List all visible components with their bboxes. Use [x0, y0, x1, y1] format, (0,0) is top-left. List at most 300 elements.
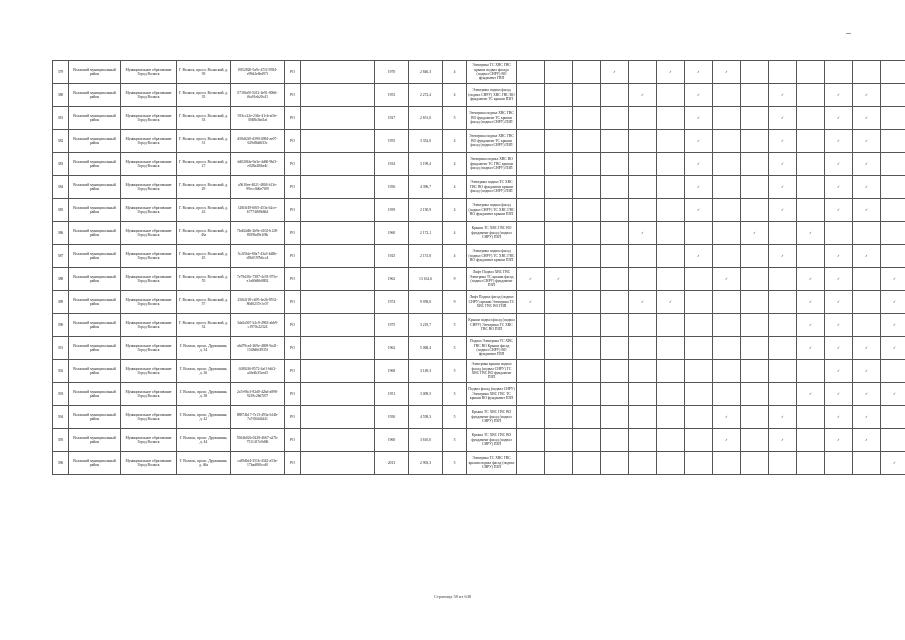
work-types-cell: Электрика подвал ХВС ГВС ВО фундамент ТС крыши фасад (подвал СНРУ) ПЗП — [467, 107, 517, 130]
work-check-cell — [741, 199, 769, 222]
work-check-cell — [797, 268, 825, 291]
year-cell: 1974 — [375, 291, 409, 314]
house-id-cell: 7bdf2d46-2b9e-4102-b128-8019bd9e1f8b — [231, 222, 285, 245]
house-id-cell: 0718fa9f-5412-4e91-80b6-f6a91eb20c41 — [231, 84, 285, 107]
work-check-cell — [657, 337, 685, 360]
district-cell: Волжский муниципальный район — [69, 406, 121, 429]
scan-mark — [846, 33, 851, 34]
work-check-cell — [573, 291, 601, 314]
address-cell: Г. Волжск, просп. Дружинина, д. 34 — [177, 337, 231, 360]
area-cell: 9 058,0 — [409, 291, 443, 314]
row-number: 382 — [53, 130, 69, 153]
checkmark-icon: ✓ — [808, 276, 813, 281]
area-cell: 2 272,4 — [409, 84, 443, 107]
floors-cell: 4 — [443, 153, 467, 176]
work-check-cell — [685, 452, 713, 475]
work-check-cell — [769, 130, 797, 153]
type-cell: РО — [285, 314, 301, 337]
work-check-cell — [685, 107, 713, 130]
house-id-cell: 5564b02b-0228-4667-a27b-7511417e0d06 — [231, 429, 285, 452]
work-check-cell — [629, 360, 657, 383]
blank-cell — [301, 314, 375, 337]
address-cell: Г. Волжск, просп. Волжский, д. 43 — [177, 199, 231, 222]
type-cell: РО — [285, 406, 301, 429]
house-id-cell: 25f62f18-cb95-4e2b-8532-80d0237e1c07 — [231, 291, 285, 314]
blank-cell — [301, 199, 375, 222]
work-check-cell — [741, 429, 769, 452]
work-check-cell — [797, 61, 825, 84]
address-cell: Г. Волжск, просп. Волжский, д. 29 — [177, 176, 231, 199]
area-cell: 3 610,0 — [409, 429, 443, 452]
work-check-cell — [629, 199, 657, 222]
year-cell: 1975 — [375, 314, 409, 337]
work-check-cell — [853, 222, 881, 245]
work-check-cell — [517, 61, 545, 84]
area-cell: 3 352,0 — [409, 130, 443, 153]
checkmark-icon: ✓ — [836, 115, 841, 120]
district-cell: Волжский муниципальный район — [69, 383, 121, 406]
address-cell: Г. Волжск, просп. Дружинина, д. 36 — [177, 360, 231, 383]
checkmark-icon: ✓ — [836, 322, 841, 327]
checkmark-icon: ✓ — [892, 345, 897, 350]
work-check-cell — [769, 314, 797, 337]
work-check-cell — [573, 429, 601, 452]
checkmark-icon: ✓ — [864, 414, 869, 419]
work-check-cell — [769, 268, 797, 291]
work-types-cell: Крыши ТС ХВС ГВС ВО фундамент фасад (подвал СНРУ) ПЗП — [467, 222, 517, 245]
checkmark-icon: ✓ — [808, 345, 813, 350]
address-cell: Г. Волжск, просп. Дружинина, д. 46а — [177, 452, 231, 475]
table-row — [53, 130, 905, 153]
work-check-cell — [573, 153, 601, 176]
house-id-cell: 933cc22e-234e-41cb-af3e-3948b3bd1af — [231, 107, 285, 130]
work-types-cell: Электрика подвал фасад (подвал СНРУ) ХВС ГВС ВО фундамент ТС крыши ПЗП — [467, 84, 517, 107]
year-cell: 1927 — [375, 107, 409, 130]
work-check-cell — [601, 429, 629, 452]
address-cell: Г. Волжск, просп. Волжский, д. 43а — [177, 222, 231, 245]
checkmark-icon: ✓ — [640, 230, 645, 235]
work-types-cell: Электрика ТС ХВС ГВС крыши подвал фасада (подвал СНРУ) ВО фундамент ГВП — [467, 61, 517, 84]
work-check-cell — [573, 452, 601, 475]
work-check-cell — [629, 383, 657, 406]
blank-cell — [301, 222, 375, 245]
work-check-cell — [881, 222, 905, 245]
owner-cell: Муниципальное образование Город Волжск — [121, 84, 177, 107]
work-check-cell — [657, 176, 685, 199]
table-row — [53, 383, 905, 406]
table-row — [53, 314, 905, 337]
checkmark-icon: ✓ — [640, 92, 645, 97]
address-cell: Г. Волжск, просп. Волжский, д. 35 — [177, 84, 231, 107]
owner-cell: Муниципальное образование Город Волжск — [121, 429, 177, 452]
row-number: 381 — [53, 107, 69, 130]
work-check-cell — [601, 383, 629, 406]
checkmark-icon: ✓ — [892, 391, 897, 396]
work-check-cell — [545, 268, 573, 291]
work-check-cell — [741, 291, 769, 314]
type-cell: РО — [285, 452, 301, 475]
work-check-cell — [741, 452, 769, 475]
blank-cell — [301, 383, 375, 406]
house-id-cell: a5610ee-4021-4804-b13e-99ccc0d6e7f09 — [231, 176, 285, 199]
checkmark-icon: ✓ — [696, 115, 701, 120]
work-types-cell: Электрика подвал ХВС ГВС ВО фундамент ТС крыши фасад (подвал СНРУ) ПЗП — [467, 130, 517, 153]
work-check-cell — [601, 61, 629, 84]
blank-cell — [301, 337, 375, 360]
area-cell: 2 651,0 — [409, 107, 443, 130]
blank-cell — [301, 245, 375, 268]
work-types-cell: Крыша ТС ХВС ГВС ВО фундамент фасад (подвал СНРУ) ПЗП — [467, 429, 517, 452]
checkmark-icon: ✓ — [668, 69, 673, 74]
floors-cell: 5 — [443, 337, 467, 360]
district-cell: Волжский муниципальный район — [69, 107, 121, 130]
checkmark-icon: ✓ — [864, 437, 869, 442]
page-footer: Страница 38 из 648 — [433, 594, 472, 599]
work-check-cell — [853, 360, 881, 383]
blank-cell — [301, 360, 375, 383]
floors-cell: 5 — [443, 360, 467, 383]
work-check-cell — [741, 337, 769, 360]
work-check-cell — [601, 222, 629, 245]
work-check-cell — [657, 84, 685, 107]
work-check-cell — [769, 452, 797, 475]
work-check-cell — [657, 291, 685, 314]
work-check-cell — [545, 337, 573, 360]
work-check-cell — [685, 406, 713, 429]
area-cell: 2 150,9 — [409, 199, 443, 222]
work-check-cell — [573, 107, 601, 130]
checkmark-icon: ✓ — [836, 345, 841, 350]
address-cell: Г. Волжск, просп. Дружинина, д. 42 — [177, 406, 231, 429]
work-check-cell — [853, 153, 881, 176]
work-check-cell — [545, 199, 573, 222]
work-types-cell: Подвал Электрика ТС ХВС ГВС ВО Крыши фасад (подвал СНРУ) ВО фундамент ПЗП — [467, 337, 517, 360]
work-check-cell — [713, 429, 741, 452]
checkmark-icon: ✓ — [528, 299, 533, 304]
checkmark-icon: ✓ — [780, 207, 785, 212]
checkmark-icon: ✓ — [864, 207, 869, 212]
work-check-cell — [825, 222, 853, 245]
owner-cell: Муниципальное образование Город Волжск — [121, 130, 177, 153]
checkmark-icon: ✓ — [640, 299, 645, 304]
checkmark-icon: ✓ — [836, 437, 841, 442]
work-check-cell — [629, 268, 657, 291]
work-check-cell — [881, 360, 905, 383]
district-cell: Волжский муниципальный район — [69, 429, 121, 452]
house-id-cell: f4f8f2f6-8572-4af1-b6f2-a4fe4b33ced3 — [231, 360, 285, 383]
year-cell: 1959 — [375, 199, 409, 222]
work-check-cell — [853, 107, 881, 130]
work-check-cell — [685, 429, 713, 452]
checkmark-icon: ✓ — [864, 253, 869, 258]
blank-cell — [301, 84, 375, 107]
area-cell: 3 199,4 — [409, 153, 443, 176]
work-check-cell — [685, 130, 713, 153]
table-row — [53, 291, 905, 314]
work-check-cell — [573, 360, 601, 383]
work-check-cell — [881, 107, 905, 130]
work-check-cell — [545, 452, 573, 475]
work-check-cell — [601, 84, 629, 107]
floors-cell: 5 — [443, 429, 467, 452]
address-cell: Г. Волжск, просп. Волжский, д. 32 — [177, 314, 231, 337]
work-check-cell — [713, 268, 741, 291]
work-check-cell — [601, 176, 629, 199]
checkmark-icon: ✓ — [836, 92, 841, 97]
checkmark-icon: ✓ — [724, 437, 729, 442]
floors-cell: 5 — [443, 406, 467, 429]
work-check-cell — [881, 84, 905, 107]
work-check-cell — [685, 176, 713, 199]
work-types-cell: Электрика крыши подвал фасад (подвал СНРУ) ТС ХВС ГВС ВО фундамент ПЗП — [467, 360, 517, 383]
work-check-cell — [797, 153, 825, 176]
checkmark-icon: ✓ — [836, 276, 841, 281]
checkmark-icon: ✓ — [612, 69, 617, 74]
work-check-cell — [881, 199, 905, 222]
checkmark-icon: ✓ — [892, 322, 897, 327]
floors-cell: 4 — [443, 130, 467, 153]
work-check-cell — [573, 245, 601, 268]
work-check-cell — [853, 245, 881, 268]
work-check-cell — [713, 176, 741, 199]
type-cell: РО — [285, 61, 301, 84]
year-cell: 1951 — [375, 383, 409, 406]
row-number: 387 — [53, 245, 69, 268]
checkmark-icon: ✓ — [780, 161, 785, 166]
checkmark-icon: ✓ — [780, 184, 785, 189]
year-cell: 1960 — [375, 429, 409, 452]
district-cell: Волжский муниципальный район — [69, 199, 121, 222]
type-cell: РО — [285, 429, 301, 452]
work-check-cell — [657, 452, 685, 475]
work-check-cell — [881, 130, 905, 153]
work-check-cell — [629, 61, 657, 84]
work-check-cell — [573, 222, 601, 245]
checkmark-icon: ✓ — [696, 161, 701, 166]
house-id-cell: 7e79d30c-7387-4c93-975e-e1a60d6b0802 — [231, 268, 285, 291]
work-check-cell — [741, 176, 769, 199]
work-check-cell — [545, 222, 573, 245]
work-check-cell — [825, 84, 853, 107]
work-check-cell — [769, 61, 797, 84]
checkmark-icon: ✓ — [864, 184, 869, 189]
type-cell: РО — [285, 268, 301, 291]
owner-cell: Муниципальное образование Город Волжск — [121, 337, 177, 360]
work-check-cell — [545, 383, 573, 406]
floors-cell: 5 — [443, 107, 467, 130]
row-number: 392 — [53, 360, 69, 383]
work-check-cell — [881, 176, 905, 199]
blank-cell — [301, 452, 375, 475]
work-types-cell: Электрика ТС ХВС ГВС крыши подвал фасад (подвал СНРУ) ПЗП — [467, 452, 517, 475]
address-cell: Г. Волжск, просп. Волжский, д. 57 — [177, 291, 231, 314]
table-row — [53, 107, 905, 130]
checkmark-icon: ✓ — [836, 299, 841, 304]
year-cell: 1970 — [375, 61, 409, 84]
house-id-cell: d58df2f0-d390-4984-ae07-629d8dd633c — [231, 130, 285, 153]
work-check-cell — [629, 153, 657, 176]
work-check-cell — [657, 429, 685, 452]
year-cell: 1962 — [375, 268, 409, 291]
work-check-cell — [741, 314, 769, 337]
work-check-cell — [685, 268, 713, 291]
work-check-cell — [657, 153, 685, 176]
work-check-cell — [685, 199, 713, 222]
work-check-cell — [545, 314, 573, 337]
work-check-cell — [685, 153, 713, 176]
work-check-cell — [629, 406, 657, 429]
table-row — [53, 452, 905, 475]
work-check-cell — [657, 130, 685, 153]
address-cell: Г. Волжск, просп. Волжский, д. 27 — [177, 153, 231, 176]
work-check-cell — [825, 383, 853, 406]
work-check-cell — [545, 291, 573, 314]
work-check-cell — [797, 337, 825, 360]
work-check-cell — [797, 429, 825, 452]
area-cell: 13 162,6 — [409, 268, 443, 291]
floors-cell: 4 — [443, 61, 467, 84]
work-check-cell — [713, 84, 741, 107]
row-number: 388 — [53, 268, 69, 291]
work-check-cell — [713, 337, 741, 360]
work-check-cell — [769, 291, 797, 314]
address-cell: Г. Волжск, просп. Волжский, д. 39 — [177, 61, 231, 84]
work-check-cell — [853, 291, 881, 314]
work-check-cell — [713, 314, 741, 337]
work-check-cell — [657, 199, 685, 222]
work-check-cell — [601, 199, 629, 222]
checkmark-icon: ✓ — [836, 207, 841, 212]
work-check-cell — [573, 130, 601, 153]
house-id-cell: 5c2f5bfe-69a7-43a3-b48b-d5b0197b6cc4 — [231, 245, 285, 268]
row-number: 393 — [53, 383, 69, 406]
checkmark-icon: ✓ — [780, 437, 785, 442]
work-check-cell — [685, 314, 713, 337]
table-row — [53, 199, 905, 222]
address-cell: Г. Волжск, просп. Волжский, д. 31 — [177, 130, 231, 153]
owner-cell: Муниципальное образование Город Волжск — [121, 245, 177, 268]
blank-cell — [301, 176, 375, 199]
work-check-cell — [601, 360, 629, 383]
work-check-cell — [601, 107, 629, 130]
work-check-cell — [881, 314, 905, 337]
row-number: 379 — [53, 61, 69, 84]
checkmark-icon: ✓ — [808, 230, 813, 235]
work-check-cell — [545, 245, 573, 268]
work-check-cell — [685, 245, 713, 268]
work-check-cell — [629, 222, 657, 245]
work-check-cell — [741, 383, 769, 406]
checkmark-icon: ✓ — [696, 207, 701, 212]
floors-cell: 4 — [443, 176, 467, 199]
year-cell: 2013 — [375, 452, 409, 475]
work-check-cell — [517, 84, 545, 107]
blank-cell — [301, 107, 375, 130]
work-check-cell — [741, 130, 769, 153]
work-check-cell — [685, 222, 713, 245]
owner-cell: Муниципальное образование Город Волжск — [121, 383, 177, 406]
district-cell: Волжский муниципальный район — [69, 245, 121, 268]
district-cell: Волжский муниципальный район — [69, 337, 121, 360]
work-check-cell — [797, 222, 825, 245]
work-check-cell — [601, 268, 629, 291]
work-check-cell — [769, 222, 797, 245]
work-check-cell — [685, 291, 713, 314]
work-check-cell — [741, 245, 769, 268]
type-cell: РО — [285, 383, 301, 406]
work-check-cell — [769, 360, 797, 383]
checkmark-icon: ✓ — [780, 414, 785, 419]
year-cell: 1953 — [375, 84, 409, 107]
house-id-cell: a6d79ce4-269e-4698-9a41-1548d6f4935f — [231, 337, 285, 360]
checkmark-icon: ✓ — [528, 276, 533, 281]
year-cell: 1925 — [375, 245, 409, 268]
work-check-cell — [825, 337, 853, 360]
work-check-cell — [769, 245, 797, 268]
owner-cell: Муниципальное образование Город Волжск — [121, 107, 177, 130]
checkmark-icon: ✓ — [836, 414, 841, 419]
checkmark-icon: ✓ — [892, 299, 897, 304]
checkmark-icon: ✓ — [864, 92, 869, 97]
work-check-cell — [657, 360, 685, 383]
work-check-cell — [797, 107, 825, 130]
house-id-cell: ca85dbf4-351b-4342-a53a-17bad8f0ccd0 — [231, 452, 285, 475]
checkmark-icon: ✓ — [864, 161, 869, 166]
work-check-cell — [797, 383, 825, 406]
floors-cell: 9 — [443, 268, 467, 291]
table-row — [53, 222, 905, 245]
housing-registry-table — [52, 60, 905, 475]
checkmark-icon: ✓ — [836, 184, 841, 189]
work-types-cell: Электрика подвал ТС ХВС ГВС ВО фундамент крыши фасад (подвал СНРУ) ПЗП — [467, 176, 517, 199]
work-check-cell — [629, 429, 657, 452]
table-row — [53, 406, 905, 429]
work-check-cell — [741, 222, 769, 245]
floors-cell: 4 — [443, 84, 467, 107]
owner-cell: Муниципальное образование Город Волжск — [121, 314, 177, 337]
row-number: 383 — [53, 153, 69, 176]
address-cell: Г. Волжск, просп. Дружинина, д. 38 — [177, 383, 231, 406]
work-check-cell — [881, 383, 905, 406]
table-row — [53, 84, 905, 107]
work-check-cell — [685, 383, 713, 406]
checkmark-icon: ✓ — [696, 138, 701, 143]
district-cell: Волжский муниципальный район — [69, 314, 121, 337]
work-types-cell: Электрика подвал ХВС ВО фундамент ТС ГВС крыши фасад (подвал СНРУ) ПЗП — [467, 153, 517, 176]
house-id-cell: f28f3f49-0f65-453a-b2ce-b7774f68b8d4 — [231, 199, 285, 222]
work-check-cell — [545, 107, 573, 130]
area-cell: 2 151,8 — [409, 245, 443, 268]
work-check-cell — [685, 337, 713, 360]
work-check-cell — [601, 153, 629, 176]
owner-cell: Муниципальное образование Город Волжск — [121, 176, 177, 199]
work-check-cell — [629, 452, 657, 475]
work-check-cell — [797, 176, 825, 199]
owner-cell: Муниципальное образование Город Волжск — [121, 153, 177, 176]
district-cell: Волжский муниципальный район — [69, 130, 121, 153]
owner-cell: Муниципальное образование Город Волжск — [121, 268, 177, 291]
checkmark-icon: ✓ — [836, 161, 841, 166]
checkmark-icon: ✓ — [808, 299, 813, 304]
work-check-cell — [713, 383, 741, 406]
work-check-cell — [797, 130, 825, 153]
work-check-cell — [517, 291, 545, 314]
work-check-cell — [881, 61, 905, 84]
work-check-cell — [657, 314, 685, 337]
floors-cell: 4 — [443, 245, 467, 268]
type-cell: РО — [285, 222, 301, 245]
work-check-cell — [657, 245, 685, 268]
